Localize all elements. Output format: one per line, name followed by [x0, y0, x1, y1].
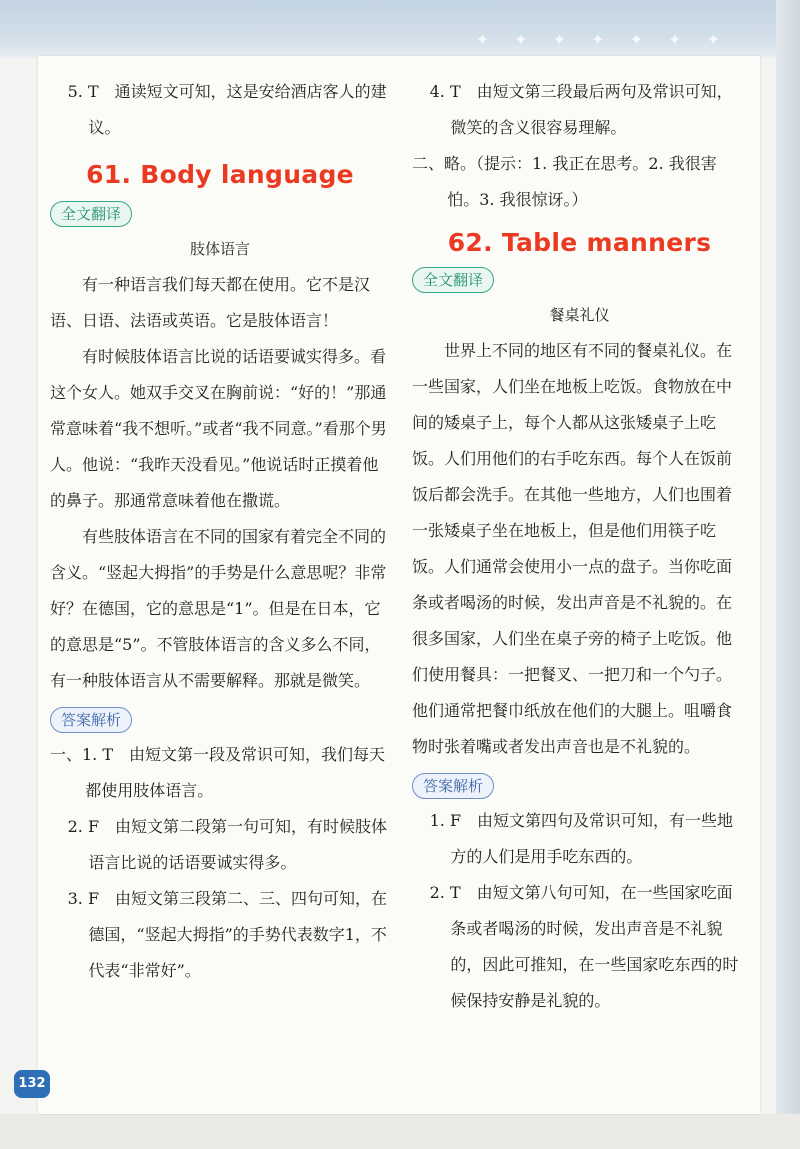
answer-3: 3. F 由短文第三段第二、三、四句可知，在德国，“竖起大拇指”的手势代表数字1，不代表“非常好”。	[67, 889, 388, 980]
translation-subtitle: 肢体语言	[189, 240, 250, 258]
page-bottom	[0, 1114, 800, 1149]
tag-answer-analysis: 答案解析	[412, 773, 494, 799]
answer-5: 5. T 通读短文可知，这是安给酒店客人的建议。	[67, 82, 387, 137]
answer-part-2: 二、略。（提示：1. 我正在思考。2. 我很害怕。3. 我很惊讶。）	[412, 154, 717, 209]
translation-subtitle: 餐桌礼仪	[549, 306, 610, 324]
tag-full-translation: 全文翻译	[50, 201, 132, 227]
translation-paragraph: 有一种语言我们每天都在使用。它不是汉语、日语、法语或英语。它是肢体语言！	[50, 275, 371, 330]
page-edge	[776, 0, 800, 1149]
translation-paragraph: 有时候肢体语言比说的话语要诚实得多。看这个女人。她双手交叉在胸前说：“好的！”那通常意味着“我不想听。”或者“我不同意。”看那个男人。他说：“我昨天没看见。”他说话时正摸着他的鼻子。那通常意味着他在撒谎。	[50, 347, 387, 510]
translation-paragraph: 有些肢体语言在不同的国家有着完全不同的含义。“竖起大拇指”的手势是什么意思呢？非常好？在德国，它的意思是“1”。但是在日本，它的意思是“5”。不管肢体语言的含义多么不同，有一种肢体语言从不需要解释。那就是微笑。	[50, 527, 387, 690]
answer-1: 一、1. T 由短文第一段及常识可知，我们每天都使用肢体语言。	[50, 745, 386, 800]
answer-1: 1. F 由短文第四句及常识可知，有一些地方的人们是用手吃东西的。	[429, 811, 734, 866]
right-column	[412, 56, 747, 1019]
page-number-badge: 132	[14, 1070, 50, 1098]
answer-2: 2. F 由短文第二段第一句可知，有时候肢体语言比说的话语要诚实得多。	[67, 817, 388, 872]
answer-2: 2. T 由短文第八句可知，在一些国家吃面条或者喝汤的时候，发出声音是不礼貌的，因此可推知，在一些国家吃东西的时候保持安静是礼貌的。	[429, 883, 739, 1010]
section-title-62: 62. Table manners	[447, 228, 712, 257]
sparkle-decoration: ✦ ✦ ✦ ✦ ✦ ✦ ✦	[475, 30, 730, 49]
tag-answer-analysis: 答案解析	[50, 707, 132, 733]
tag-full-translation: 全文翻译	[412, 267, 494, 293]
translation-paragraph: 世界上不同的地区有不同的餐桌礼仪。在一些国家，人们坐在地板上吃饭。食物放在中间的矮桌子上，每个人都从这张矮桌子上吃饭。人们用他们的右手吃东西。每个人在饭前饭后都会洗手。在其他一些地方，人们也围着一张矮桌子坐在地板上，但是他们用筷子吃饭。人们通常会使用小一点的盘子。当你吃面条或者喝汤的时候，发出声音是不礼貌的。在很多国家，人们坐在桌子旁的椅子上吃饭。他们使用餐具：一把餐叉、一把刀和一个勺子。他们通常把餐巾纸放在他们的大腿上。咀嚼食物时张着嘴或者发出声音也是不礼貌的。	[412, 341, 733, 756]
section-title-61: 61. Body language	[86, 160, 354, 189]
left-column	[50, 56, 390, 989]
answer-4: 4. T 由短文第三段最后两句及常识可知，微笑的含义很容易理解。	[429, 82, 733, 137]
top-band	[0, 0, 800, 58]
book-page	[38, 56, 760, 1114]
